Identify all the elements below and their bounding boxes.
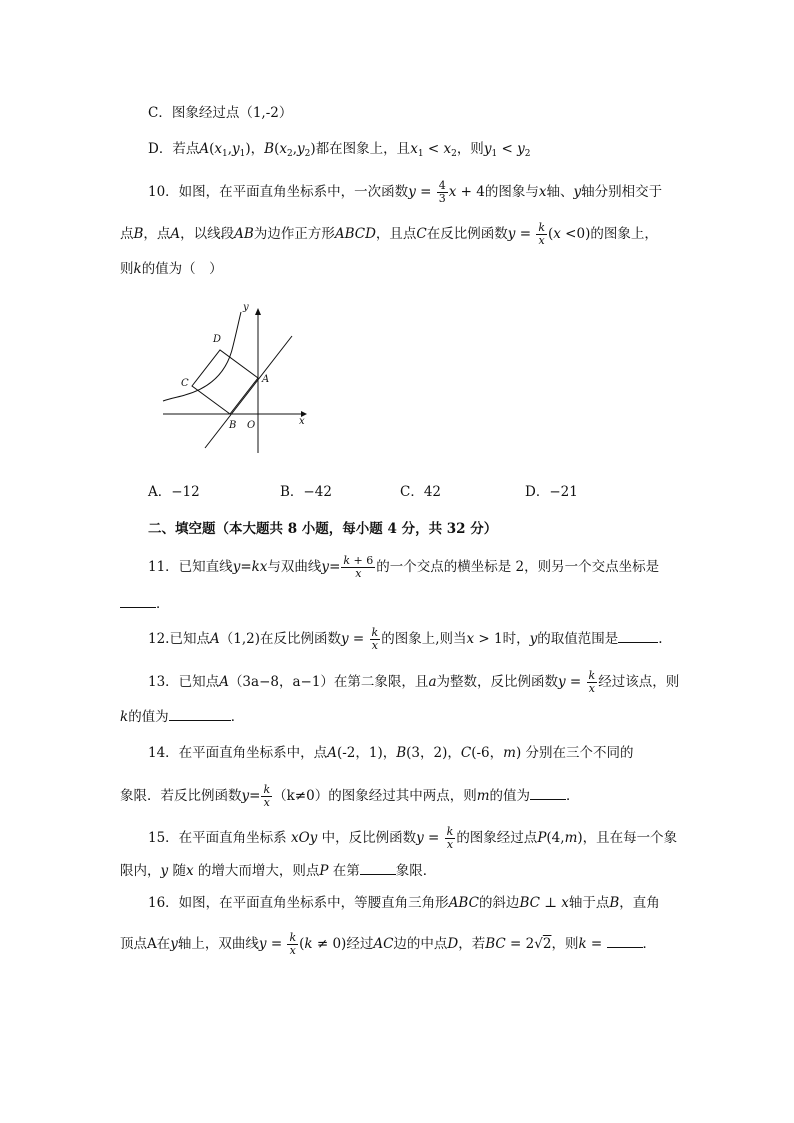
q15-line-1: 15．在平面直角坐标系 xOy 中，反比例函数y = $\frac{k}{x}$ 的图象经过点P(4,m)，且在每一个象	[148, 825, 678, 851]
q13-line-2: k的值为 ．	[120, 709, 245, 725]
q14-line-2: 象限．若反比例函数y= $\frac{k}{x}$ （k≠0）的图象经过其中两点，则m的值为 ．	[120, 783, 580, 809]
q10-line-2: 点B，点A，以线段AB为边作正方形ABCD，且点C在反比例函数y = $\frac{k}{x}$ (x <0)的图象上，	[120, 221, 658, 247]
label-x: x	[299, 416, 305, 427]
label-c: C	[181, 378, 189, 389]
q10-line-1: 10．如图，在平面直角坐标系中，一次函数y = $\frac{4}{3}$ x + 4的图象与x轴、y轴分别相交于	[148, 179, 663, 205]
section-2-title: 二、填空题（本大题共 8 小题，每小题 4 分，共 32 分）	[148, 521, 498, 537]
hyperbola-tail	[163, 395, 185, 401]
q11-line-2: ．	[120, 594, 170, 614]
q15-answer-blank[interactable]	[360, 862, 396, 875]
q13-line-1: 13．已知点A（3a−8，a−1）在第二象限，且a为整数，反比例函数y = $\frac{k}{x}$ 经过该点，则	[148, 669, 680, 695]
label-o: O	[247, 420, 256, 431]
q13-answer-blank[interactable]	[169, 708, 231, 721]
label-b: B	[229, 420, 237, 431]
q10-option-b: B．−42	[280, 484, 332, 500]
q15-line-2: 限内，y 随x 的增大而增大，则点P 在第 象限．	[120, 863, 437, 879]
square-abcd	[192, 350, 258, 414]
label-d: D	[213, 334, 222, 345]
q12-answer-blank[interactable]	[618, 630, 658, 643]
q14-answer-blank[interactable]	[530, 787, 566, 800]
q10-line-3: 则k的值为（ ）	[120, 261, 223, 277]
q10-option-a: A．−12	[148, 484, 200, 500]
hyperbola-curve	[185, 312, 241, 395]
label-a: A	[262, 374, 270, 385]
q12-line: 12.已知点A（1,2)在反比例函数y = $\frac{k}{x}$ 的图象上,则当x > 1时，y的取值范围是 .	[148, 626, 663, 652]
q16-line-2: 顶点A在y轴上，双曲线y = $\frac{k}{x}$ (k ≠ 0)经过AC边的中点D，若BC = 2√2，则k = ．	[120, 931, 657, 957]
q9-option-c: C．图象经过点（1,-2）	[148, 105, 293, 121]
q16-line-1: 16．如图，在平面直角坐标系中，等腰直角三角形ABC的斜边BC ⊥ x轴于点B，直角	[148, 895, 660, 911]
q11-line-1: 11．已知直线y=kx与双曲线y= $\frac{k + 6}{x}$ 的一个交点的横坐标是 2，则另一个交点坐标是	[148, 554, 660, 580]
q10-option-c: C．42	[400, 484, 442, 500]
q11-answer-blank[interactable]	[120, 595, 156, 608]
q10-option-d: D．−21	[525, 484, 578, 500]
q14-line-1: 14．在平面直角坐标系中，点A(-2，1)，B(3，2)，C(-6，m) 分别在三个不同的	[148, 745, 634, 761]
q9-option-d: D．若点$A(x_1,y_1)$，$B(x_2,y_2)$都在图象上，且$x_1 < x_2$，则$y_1 < y_2$	[148, 141, 531, 159]
label-y: y	[243, 302, 249, 313]
y-axis-arrow	[255, 308, 261, 315]
q16-answer-blank[interactable]	[607, 935, 643, 948]
q10-figure	[155, 298, 320, 458]
